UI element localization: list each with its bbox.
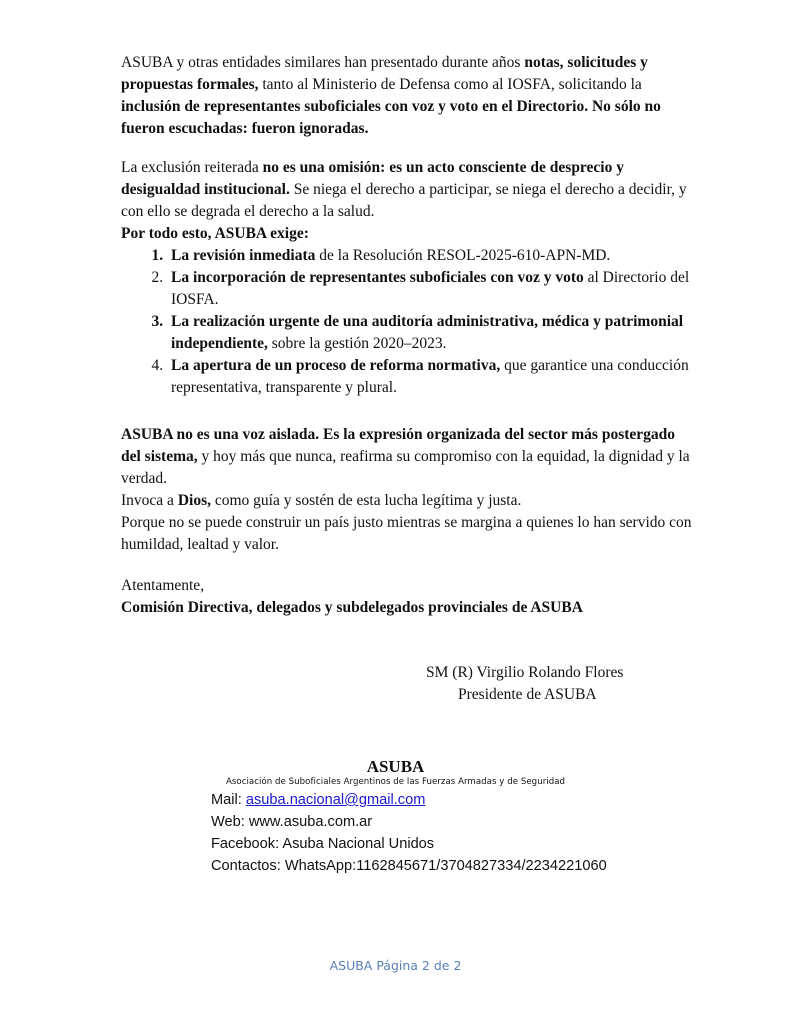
paragraph-exclusion <box>121 157 696 223</box>
text-span: tanto al Ministerio de Defensa como al IOSFA, solicitando la <box>258 76 642 93</box>
text-span: Porque no se puede construir un país justo mientras se margina a quienes lo han servido con humildad, lealtad y valor. <box>121 514 692 553</box>
demand-item <box>167 311 696 355</box>
contact-web: Web: www.asuba.com.ar <box>211 814 373 830</box>
demands-heading <box>121 223 696 245</box>
closing-greeting: Atentamente, <box>121 577 205 594</box>
bold-span: La realización urgente de una auditoría administrativa, médica y patrimonial independiente, <box>171 313 684 352</box>
paragraph-commitment <box>121 424 696 490</box>
contact-block <box>211 789 607 877</box>
demands-section <box>121 157 696 399</box>
signature-block <box>426 662 623 706</box>
commitment-section <box>121 424 696 556</box>
mail-link[interactable]: asuba.nacional@gmail.com <box>245 792 426 808</box>
mail-label: Mail: <box>211 792 246 808</box>
bold-span: La incorporación de representantes suboficiales con voz y voto <box>171 269 584 286</box>
bold-span: La revisión inmediata <box>171 247 316 264</box>
signatory-name: SM (R) Virgilio Rolando Flores <box>426 664 624 681</box>
bold-span: no es una omisión: es un acto consciente de desprecio y desigualdad institucional. <box>121 159 624 198</box>
text-span: de la Resolución RESOL-2025-610-APN-MD. <box>315 247 611 264</box>
paragraph-faith <box>121 490 696 512</box>
demands-list <box>121 245 696 399</box>
demand-item <box>167 267 696 311</box>
demand-item <box>167 245 696 267</box>
text-span: Invoca a <box>121 492 178 509</box>
text-span: ASUBA y otras entidades similares han presentado durante años <box>121 54 525 71</box>
demand-item <box>167 355 696 399</box>
closing <box>121 575 696 619</box>
organization-header <box>0 757 791 788</box>
organization-full-name: Asociación de Suboficiales Argentinos de las Fuerzas Armadas y de Seguridad <box>225 777 566 787</box>
text-span: y hoy más que nunca, reafirma su compromiso con la equidad, la dignidad y la verdad. <box>121 448 690 487</box>
signatory-role: Presidente de ASUBA <box>458 686 597 703</box>
bold-span: Dios, <box>177 492 211 509</box>
bold-span: Comisión Directiva, delegados y subdelegados provinciales de ASUBA <box>121 599 583 616</box>
bold-span: La apertura de un proceso de reforma normativa, <box>171 357 501 374</box>
text-span: Se niega el derecho a participar, se niega el derecho a decidir, y con ello se degrada el derecho a la salud. <box>121 181 687 220</box>
contact-mail <box>211 789 607 811</box>
bold-span: ASUBA no es una voz aislada. Es la expresión organizada del sector más postergado del sistema, <box>121 426 676 465</box>
closing-committee <box>121 597 696 619</box>
text-span: al Directorio del IOSFA. <box>171 269 690 308</box>
text-span: que garantice una conducción representativa, transparente y plural. <box>171 357 689 396</box>
contact-phones: Contactos: WhatsApp:1162845671/3704827334/2234221060 <box>211 858 607 874</box>
bold-span: notas, solicitudes y propuestas formales, <box>121 54 648 93</box>
organization-name: ASUBA <box>366 757 425 776</box>
bold-span: Por todo esto, ASUBA exige: <box>121 225 309 242</box>
paragraph-justice <box>121 512 696 556</box>
contact-facebook: Facebook: Asuba Nacional Unidos <box>211 836 435 852</box>
page-footer: ASUBA Página 2 de 2 <box>329 958 462 973</box>
paragraph-requests <box>121 52 696 140</box>
bold-span: inclusión de representantes suboficiales con voz y voto en el Directorio. No sólo no fueron escuchadas: fueron ignoradas. <box>121 98 661 137</box>
text-span: como guía y sostén de esta lucha legítima y justa. <box>210 492 522 509</box>
text-span: La exclusión reiterada <box>121 159 263 176</box>
text-span: sobre la gestión 2020–2023. <box>267 335 447 352</box>
